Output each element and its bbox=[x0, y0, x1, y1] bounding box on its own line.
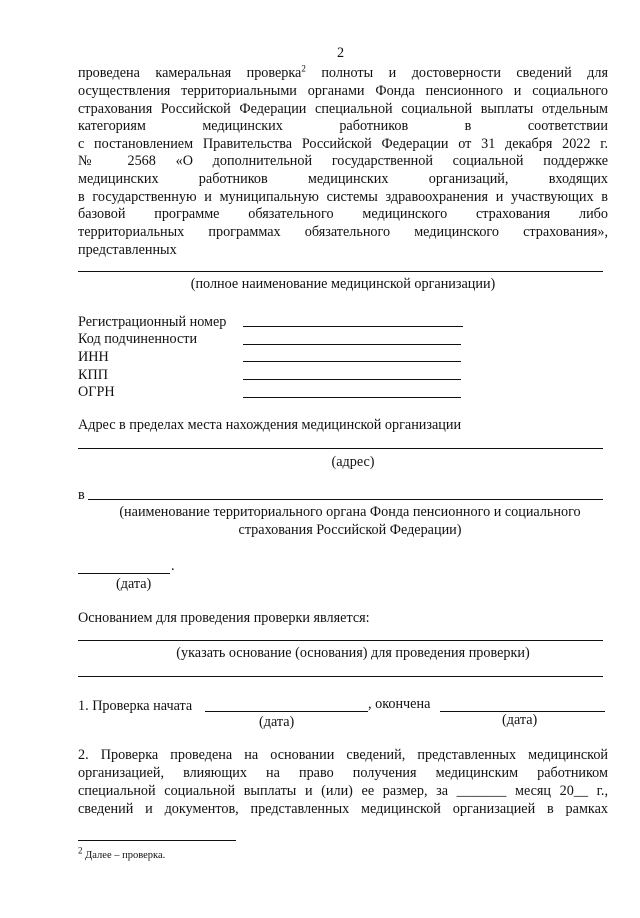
footnote bbox=[78, 847, 165, 864]
page-number: 2 bbox=[337, 45, 345, 61]
date-caption: (дата) bbox=[116, 576, 152, 592]
field-line-kpp[interactable] bbox=[243, 379, 461, 380]
intro-line-1-rest: полноты и достоверности сведений для bbox=[321, 65, 609, 81]
item2-line-1: 2. Проверка проведена на основании сведений, представленных медицинской bbox=[78, 747, 608, 763]
intro-line-3: страхования Российской Федерации специальной социальной выплаты отдельным bbox=[78, 101, 608, 117]
field-label-kpp: КПП bbox=[78, 367, 108, 383]
field-label-reg-number: Регистрационный номер bbox=[78, 314, 227, 330]
intro-line-1-start: проведена камеральная проверка bbox=[78, 65, 302, 81]
field-label-inn: ИНН bbox=[78, 349, 109, 365]
territorial-caption-2: страхования Российской Федерации) bbox=[238, 522, 462, 538]
intro-line-4: категориям медицинских работников в соответствии bbox=[78, 118, 608, 134]
basis-caption: (указать основание (основания) для проведения проверки) bbox=[176, 645, 530, 661]
intro-line-2: осуществления территориальными органами Фонда пенсионного и социального bbox=[78, 83, 608, 99]
intro-line-10: территориальных программах обязательного медицинского страхования», bbox=[78, 224, 608, 240]
item1-start: 1. Проверка начата bbox=[78, 698, 193, 714]
item2-line-3: специальной социальной выплаты и (или) ее размер, за _______ месяц 20__ г., bbox=[78, 783, 608, 799]
field-label-subordination-code: Код подчиненности bbox=[78, 331, 198, 347]
item2-line-4: сведений и документов, представленных медицинской организацией в рамках bbox=[78, 801, 608, 817]
item1-caption-start: (дата) bbox=[259, 714, 295, 730]
intro-line-6: № 2568 «О дополнительной государственной социальной поддержке bbox=[78, 153, 608, 169]
field-line-reg-number[interactable] bbox=[243, 326, 463, 327]
field-line-ogrn[interactable] bbox=[243, 397, 461, 398]
footnote-text: Далее – проверка. bbox=[85, 850, 166, 861]
territorial-caption-1: (наименование территориального органа Фонда пенсионного и социального bbox=[119, 504, 581, 520]
basis-line-2[interactable] bbox=[78, 676, 603, 677]
org-name-caption: (полное наименование медицинской организации) bbox=[190, 276, 496, 292]
item1-start-date-line[interactable] bbox=[205, 711, 368, 712]
basis-line-1[interactable] bbox=[78, 640, 603, 641]
address-label: Адрес в пределах места нахождения медицинской организации bbox=[78, 417, 462, 433]
field-line-inn[interactable] bbox=[243, 361, 461, 362]
intro-line-8: в государственную и муниципальную системы здравоохранения и участвующих в bbox=[78, 189, 608, 205]
footnote-separator bbox=[78, 840, 236, 841]
intro-line-1 bbox=[78, 65, 608, 82]
item1-mid: , окончена bbox=[368, 696, 431, 712]
footnote-ref: 2 bbox=[301, 63, 306, 74]
basis-label: Основанием для проведения проверки является: bbox=[78, 610, 370, 626]
field-label-ogrn: ОГРН bbox=[78, 384, 115, 400]
intro-line-9: базовой программе обязательного медицинского страхования либо bbox=[78, 206, 608, 222]
item2-line-2: организацией, влияющих на право получения медицинским работником bbox=[78, 765, 608, 781]
item1-caption-end: (дата) bbox=[502, 712, 538, 728]
date-line[interactable] bbox=[78, 573, 170, 574]
address-caption: (адрес) bbox=[331, 454, 375, 470]
in-prefix: в bbox=[78, 487, 85, 503]
address-line[interactable] bbox=[78, 448, 603, 449]
org-name-line bbox=[78, 271, 603, 272]
intro-line-11: представленных bbox=[78, 242, 177, 258]
field-line-subordination-code[interactable] bbox=[243, 344, 461, 345]
intro-line-7: медицинских работников медицинских организаций, входящих bbox=[78, 171, 608, 187]
intro-line-5: с постановлением Правительства Российской Федерации от 31 декабря 2022 г. bbox=[78, 136, 608, 152]
date-dot: . bbox=[171, 558, 175, 574]
footnote-number: 2 bbox=[78, 845, 83, 856]
territorial-body-line[interactable] bbox=[88, 499, 603, 500]
